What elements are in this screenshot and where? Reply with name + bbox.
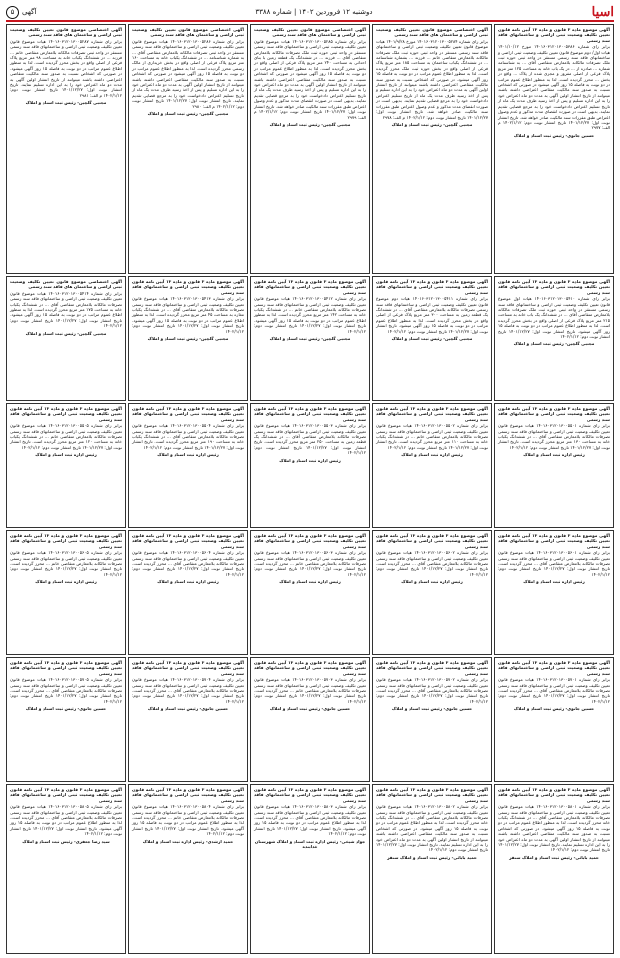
page-header: [6, 4, 614, 22]
notice-signature: سید رضا جعفری- رئیس ثبت اسناد و املاک: [22, 838, 110, 844]
notice-signature: حسین جانوی- رئیس ثبت اسناد و املاک: [391, 706, 473, 712]
legal-notice: [372, 530, 492, 655]
notice-body: برابر رای شماره ۱۴۰۱۶۰۳۱۲۰۱۳۰۰۵۵۰۳ هیات موضوع قانون تعیین تکلیف وضعیت ثبتی اراضی و ساختمانهای فاقد سند رسمی تصرفات مالکانه بلامعارض متقاضی آقای ... در ششدانگ یک قطعه زمین به مساحت ۲۵۰ متر مربع محرز گردیده است. تاریخ انتشار نوبت اول: ۱۴۰۱/۱۲/۲۷ تاریخ انتشار نوبت دوم: ۱۴۰۲/۱/۱۲: [254, 423, 366, 456]
issue-info: دوشنبه ۱۲ فروردین ۱۴۰۲ | شماره ۳۳۸۸: [255, 8, 373, 16]
notice-signature: حسین جانوی- رئیس ثبت اسناد و املاک: [513, 706, 595, 712]
legal-notice: [6, 276, 126, 401]
notice-title: آگهی موضوع ماده ۳ قانون و ماده ۱۳ آیین نامه قانون تعیین تکلیف وضعیت ثبتی اراضی و ساختمانهای فاقد سند رسمی: [132, 660, 244, 676]
notice-body: برابر رای شماره ۱۴۰۱۶۰۳۱۲۰۱۳۰۰۵۷۰۴ هیات موضوع قانون تعیین تکلیف وضعیت ثبتی اراضی و ساختمانهای فاقد سند رسمی تصرفات مالکانه بلامعارض متقاضی آقای ... محرز گردیده است. تاریخ انتشار نوبت اول: ۱۴۰۱/۱۲/۲۷ تاریخ انتشار نوبت دوم: ۱۴۰۲/۱/۱۲: [132, 677, 245, 704]
legal-notice: [128, 784, 248, 954]
notice-title: آگهی موضوع ماده ۳ قانون و ماده ۱۳ آیین نامه قانون تعیین تکلیف وضعیت ثبتی اراضی و ساختمانهای فاقد سند رسمی: [498, 660, 610, 676]
notice-body: برابر رای شماره ۱۴۰۱۶۰۳۱۲۰۱۳۰۰۵۴۱۲ هیات موضوع قانون تعیین تکلیف وضعیت ثبتی اراضی و ساختمانهای فاقد سند رسمی تصرفات مالکانه بلامعارض متقاضی خانم ... در ششدانگ یکباب خانه به مساحت ۱۴۲ متر مربع محرز گردیده است. لذا به منظور اطلاع عموم مراتب در دو نوبت به فاصله ۱۵ روز آگهی میشود. تاریخ انتشار نوبت اول: ۱۴۰۱/۱۲/۲۷ تاریخ انتشار نوبت دوم: ۱۴۰۲/۱/۱۲: [254, 296, 367, 334]
legal-notice: [128, 276, 248, 401]
legal-notice: [128, 657, 248, 782]
ads-grid: [6, 24, 614, 958]
notice-body: برابر رای شماره ۱۴۰۱۶۰۳۱۲۰۱۳۰۰۵۵۰۴ هیات موضوع قانون تعیین تکلیف وضعیت ثبتی اراضی و ساختمانهای فاقد سند رسمی تصرفات مالکانه بلامعارض متقاضی آقای ... در ششدانگ یکباب خانه به مساحت ۱۹۰ متر مربع محرز گردیده است. تاریخ انتشار نوبت اول: ۱۴۰۱/۱۲/۲۷ تاریخ انتشار نوبت دوم: ۱۴۰۲/۱/۱۲: [132, 423, 244, 450]
notice-body: برابر رای شماره ۱۴۰۱۶۰۳۱۲۰۱۳۰۰۵۲۸۶ هیات موضوع قانون تعیین تکلیف وضعیت ثبتی اراضی و ساختمانهای فاقد سند رسمی مستقر در واحد ثبتی تصرفات مالکانه بلامعارض متقاضی آقای ... به شماره شناسنامه ... در ششدانگ یکباب خانه به مساحت ۱۶۰ متر مربع پلاک فرعی از اصلی واقع در بخش خریداری از مالک رسمی محرز گردیده است. لذا به منظور اطلاع عموم مراتب در دو نوبت به فاصله ۱۵ روز آگهی میشود در صورتی که اشخاص نسبت به صدور سند مالکیت متقاضی اعتراضی داشته باشند میتوانند از تاریخ انتشار اولین آگهی به مدت دو ماه اعتراض خود را به این اداره تسلیم و پس از اخذ رسید ظرف مدت یک ماه از تاریخ تسلیم اعتراض دادخواست خود را به مرجع قضایی تقدیم نمایند. تاریخ انتشار نوبت اول: ۱۴۰۱/۱۲/۲۷ تاریخ انتشار نوبت دوم: ۱۴۰۲/۱/۱۲ م الف: ۲۹۸۰: [132, 38, 244, 109]
notice-signature: مجتبی گلچین- رئیس ثبت اسناد و املاک: [269, 336, 351, 342]
legal-notice: [128, 403, 248, 528]
notice-title: آگهی موضوع ماده ۳ قانون و ماده ۱۳ آیین نامه قانون تعیین تکلیف وضعیت ثبتی اراضی و ساختمانهای فاقد سند رسمی: [498, 533, 610, 549]
notice-signature: مجتبی گلچین- رئیس ثبت اسناد و املاک: [269, 121, 351, 127]
notice-signature: مجتبی گلچین- رئیس ثبت اسناد و املاک: [25, 330, 107, 336]
notice-signature: رئیس اداره ثبت اسناد و املاک: [401, 452, 463, 458]
page-number-block: [6, 6, 36, 19]
notice-title: آگهی موضوع ماده ۳ قانون و ماده ۱۳ آیین نامه قانون تعیین تکلیف وضعیت ثبتی اراضی و ساختمانهای فاقد سند رسمی: [254, 406, 366, 422]
notice-title: آگهی موضوع ماده ۳ قانون و ماده ۱۳ آیین نامه قانون تعیین تکلیف وضعیت ثبتی اراضی و ساختمانهای فاقد سند رسمی: [376, 406, 488, 422]
legal-notice: [372, 784, 492, 954]
notice-title: آگهی موضوع ماده ۳ قانون و ماده ۱۳ آیین نامه قانون تعیین تکلیف وضعیت ثبتی اراضی و ساختمانهای فاقد سند رسمی: [254, 533, 366, 549]
legal-notice: [250, 530, 370, 655]
notice-title: آگهی موضوع ماده ۳ قانون و ماده ۱۳ آیین نامه قانون تعیین تکلیف وضعیت ثبتی اراضی و ساختمانهای فاقد سند رسمی: [254, 787, 366, 803]
notice-body: برابر رای شماره ۱۴۰۱۶۰۳۱۲۰۱۳۰۰۵۷۰۱ هیات موضوع قانون تعیین تکلیف وضعیت ثبتی اراضی و ساختمانهای فاقد سند رسمی تصرفات مالکانه بلامعارض متقاضی آقای ... محرز گردیده است. تاریخ انتشار نوبت اول: ۱۴۰۱/۱۲/۲۷ تاریخ انتشار نوبت دوم: ۱۴۰۲/۱/۱۲: [498, 677, 611, 704]
notice-title: آگهی موضوع ماده ۳ قانون و ماده ۱۳ آیین نامه قانون تعیین تکلیف وضعیت ثبتی اراضی و ساختمانهای فاقد سند رسمی: [376, 533, 488, 549]
legal-notice: [372, 657, 492, 782]
notice-signature: رئیس اداره ثبت اسناد و املاک: [523, 579, 585, 585]
notice-body: برابر رای شماره ۱۴۰۱۶۰۳۱۲۰۱۳۰۰۵۶۰۲ هیات موضوع قانون تعیین تکلیف وضعیت ثبتی اراضی و ساختمانهای فاقد سند رسمی تصرفات مالکانه بلامعارض متقاضی آقای ... محرز گردیده است. تاریخ انتشار نوبت اول: ۱۴۰۱/۱۲/۲۷ تاریخ انتشار نوبت دوم: ۱۴۰۲/۱/۱۲: [376, 550, 489, 577]
notice-title: آگهی موضوع ماده ۳ قانون و ماده ۱۳ آیین نامه قانون تعیین تکلیف وضعیت ثبتی اراضی و ساختمانهای فاقد سند رسمی: [376, 787, 488, 803]
notice-signature: حمید ارشدی- رئیس اداره ثبت اسناد و املاک: [142, 838, 234, 844]
notice-body: برابر رای شماره ۱۴۰۱۶۰۳۱۲۰۱۳۰۰۵۲۸۵ هیات موضوع قانون تعیین تکلیف وضعیت ثبتی اراضی و ساختمانهای فاقد سند رسمی مستقر در واحد ثبتی حوزه ثبت ملک تصرفات مالکانه بلامعارض متقاضی آقای ... فرزند ... در ششدانگ یک قطعه زمین با بنای احداثی به مساحت ۲۴۰ متر مربع پلاک فرعی از اصلی واقع در بخش محرز گردیده است. لذا به منظور اطلاع عموم مراتب در دو نوبت به فاصله ۱۵ روز آگهی میشود در صورتی که اشخاص نسبت به صدور سند مالکیت متقاضی اعتراضی داشته باشند میتوانند از تاریخ انتشار اولین آگهی به مدت دو ماه اعتراض خود را به این اداره تسلیم و پس از اخذ رسید ظرف مدت یک ماه از تاریخ تسلیم اعتراض دادخواست خود را به مرجع قضایی تقدیم نمایند. بدیهی است در صورت انقضای مدت مذکور و عدم وصول اعتراض طبق مقررات سند مالکیت صادر خواهد شد. تاریخ انتشار نوبت اول: ۱۴۰۱/۱۲/۲۷ تاریخ انتشار نوبت دوم: ۱۴۰۲/۱/۱۲ م الف: ۲۹۷۹: [254, 38, 366, 120]
notice-signature: رئیس اداره ثبت اسناد و املاک: [279, 579, 341, 585]
notice-signature: حمید بابائی- رئیس ثبت اسناد و املاک سنقر: [509, 854, 599, 860]
legal-notice: [6, 784, 126, 954]
notice-body: برابر رای شماره ۱۴۰۱۶۰۳۱۲۰۱۳۰۰۵۶۰۵ هیات موضوع قانون تعیین تکلیف وضعیت ثبتی اراضی و ساختمانهای فاقد سند رسمی تصرفات مالکانه بلامعارض متقاضی خانم ... محرز گردیده است. تاریخ انتشار نوبت اول: ۱۴۰۱/۱۲/۲۷ تاریخ انتشار نوبت دوم: ۱۴۰۲/۱/۱۲: [10, 550, 123, 577]
legal-notice: [6, 24, 126, 274]
notice-title: آگهی موضوع ماده ۳ قانون و ماده ۱۳ آیین نامه قانون تعیین تکلیف وضعیت ثبتی اراضی و ساختمانهای فاقد سند رسمی: [254, 279, 366, 295]
notice-signature: جواد شیخی- رئیس اداره ثبت اسناد و املاک شهرستان خدابنده: [254, 838, 366, 850]
legal-notice: [494, 784, 614, 954]
notice-body: برابر رای شماره ۱۴۰۱۶۰۳۱۲۰۱۳۰۰۵۷۰۵ هیات موضوع قانون تعیین تکلیف وضعیت ثبتی اراضی و ساختمانهای فاقد سند رسمی تصرفات مالکانه بلامعارض متقاضی آقای ... محرز گردیده است. تاریخ انتشار نوبت اول: ۱۴۰۱/۱۲/۲۷ تاریخ انتشار نوبت دوم: ۱۴۰۲/۱/۱۲: [10, 677, 123, 704]
notice-signature: حمید بابائی- رئیس ثبت اسناد و املاک سنقر: [387, 854, 477, 860]
legal-notice: [372, 276, 492, 401]
legal-notice: [250, 24, 370, 274]
notice-body: برابر رای شماره ۱۴۰۱۶۰۳۱۲۰۱۳۰۰۵۸۰۴ هیات موضوع قانون تعیین تکلیف وضعیت ثبتی اراضی و ساختمانهای فاقد سند رسمی تصرفات مالکانه بلامعارض متقاضی خانم ... محرز گردیده است. لذا به منظور اطلاع عموم مراتب در دو نوبت به فاصله ۱۵ روز آگهی میشود. تاریخ انتشار نوبت اول: ۱۴۰۱/۱۲/۲۷ تاریخ انتشار نوبت دوم: ۱۴۰۲/۱/۱۲: [132, 804, 244, 837]
notice-signature: رئیس اداره ثبت اسناد و املاک: [157, 579, 219, 585]
notice-body: برابر رای شماره ۱۴۰۱۶۰۳۱۲۰۱۳۰۰۵۸۰۳ هیات موضوع قانون تعیین تکلیف وضعیت ثبتی اراضی و ساختمانهای فاقد سند رسمی تصرفات مالکانه بلامعارض متقاضی آقای ... محرز گردیده است. لذا به منظور اطلاع عموم مراتب در دو نوبت به فاصله ۱۵ روز آگهی میشود. تاریخ انتشار نوبت اول: ۱۴۰۱/۱۲/۲۷ تاریخ انتشار نوبت دوم: ۱۴۰۲/۱/۱۲: [254, 804, 366, 837]
notice-title: آگهی موضوع ماده ۳ قانون و ماده ۱۳ آیین نامه قانون تعیین تکلیف وضعیت ثبتی اراضی و ساختمانهای فاقد سند رسمی: [498, 279, 610, 295]
newspaper-logo: اسیا: [591, 4, 614, 20]
notice-title: آگهی موضوع ماده ۳ قانون و ماده ۱۳ آیین نامه قانون تعیین تکلیف وضعیت ثبتی اراضی و ساختمانهای فاقد سند رسمی: [132, 787, 244, 803]
notice-signature: مجتبی گلچین- رئیس ثبت اسناد و املاک: [391, 121, 473, 127]
notice-signature: مجتبی گلچین- رئیس ثبت اسناد و املاک: [25, 100, 107, 106]
notice-signature: حسین جانوی- رئیس ثبت اسناد و املاک: [147, 706, 229, 712]
notice-title: آگهی موضوع ماده ۳ قانون و ماده ۱۳ آیین نامه قانون تعیین تکلیف وضعیت ثبتی اراضی و ساختمانهای فاقد سند رسمی: [10, 660, 122, 676]
notice-body: برابر رای شماره ۱۴۰۱۶۰۳۱۲۰۱۳۰۰۵۶۰۴ هیات موضوع قانون تعیین تکلیف وضعیت ثبتی اراضی و ساختمانهای فاقد سند رسمی تصرفات مالکانه بلامعارض متقاضی آقای ... محرز گردیده است. تاریخ انتشار نوبت اول: ۱۴۰۱/۱۲/۲۷ تاریخ انتشار نوبت دوم: ۱۴۰۲/۱/۱۲: [132, 550, 245, 577]
notice-body: برابر رای شماره ۱۴۰۱۶۰۳۱۲۰۱۳۰۰۵۲۸۷ هیات موضوع قانون تعیین تکلیف وضعیت ثبتی اراضی و ساختمانهای فاقد سند رسمی مستقر در واحد ثبتی تصرفات مالکانه بلامعارض متقاضی خانم ... فرزند ... در ششدانگ یکباب خانه به مساحت ۹۸ متر مربع پلاک فرعی از اصلی واقع در بخش محرز گردیده است. لذا به منظور اطلاع عموم مراتب در دو نوبت به فاصله ۱۵ روز آگهی میشود. در صورتی که اشخاص نسبت به صدور سند مالکیت متقاضی اعتراضی داشته باشند میتوانند از تاریخ انتشار اولین آگهی به مدت دو ماه اعتراض خود را به این اداره تسلیم نمایند. تاریخ انتشار نوبت اول: ۱۴۰۱/۱۲/۲۷ تاریخ انتشار نوبت دوم: ۱۴۰۲/۱/۱۲ م الف: ۲۹۸۱: [10, 38, 122, 98]
notice-title: آگهی موضوع ماده ۳ قانون و ماده ۱۳ آیین نامه قانون تعیین تکلیف وضعیت ثبتی اراضی و ساختمانهای فاقد سند رسمی: [376, 660, 488, 676]
notice-title: آگهی موضوع ماده ۳ قانون و ماده ۱۳ آیین نامه قانون تعیین تکلیف وضعیت ثبتی اراضی و ساختمانهای فاقد سند رسمی: [376, 279, 488, 295]
notice-signature: رئیس اداره ثبت اسناد و املاک: [157, 452, 219, 458]
legal-notice: [250, 403, 370, 528]
notice-body: برابر رای شماره ۱۴۰۱۶۰۳۱۲۰۱۳۰۰۵۴۱۳ هیات موضوع قانون تعیین تکلیف وضعیت ثبتی اراضی و ساختمانهای فاقد سند رسمی تصرفات مالکانه بلامعارض متقاضی آقای ... در ششدانگ یکباب مغازه به مساحت ۴۵ متر مربع محرز گردیده است. لذا به منظور اطلاع عموم مراتب در دو نوبت به فاصله ۱۵ روز آگهی میشود. تاریخ انتشار نوبت اول: ۱۴۰۱/۱۲/۲۷ تاریخ انتشار نوبت دوم: ۱۴۰۲/۱/۱۲: [132, 296, 245, 334]
notice-signature: رئیس اداره ثبت اسناد و املاک: [279, 457, 341, 463]
notice-body: برابر رای شماره ۱۴۰۱۶۰۳۱۲۰۱۳۰۰۵۲۸۴ مورخ ۱۴۰۱/۹/۲۸ هیات موضوع قانون تعیین تکلیف وضعیت ثبتی اراضی و ساختمانهای فاقد سند رسمی مستقر در واحد ثبتی حوزه ثبت ملک تصرفات مالکانه بلامعارض متقاضی خانم ... فرزند ... بشماره شناسنامه ... در ششدانگ یکباب ساختمان به مساحت ۱۸۵ متر مربع پلاک فرعی از اصلی واقع در بخش حوزه ثبت ملک محرز گردیده است. لذا به منظور اطلاع عموم مراتب در دو نوبت به فاصله ۱۵ روز آگهی میشود. در صورتی که اشخاص نسبت به صدور سند مالکیت متقاضی اعتراضی داشته باشند میتوانند از تاریخ انتشار اولین آگهی به مدت دو ماه اعتراض خود را به این اداره تسلیم و پس از اخذ رسید ظرف مدت یک ماه از تاریخ تسلیم اعتراض دادخواست خود را به مرجع قضایی تقدیم نمایند. بدیهی است در صورت انقضای مدت مذکور و عدم وصول اعتراض طبق مقررات سند مالکیت صادر خواهد شد. تاریخ انتشار نوبت اول: ۱۴۰۱/۱۲/۲۷ تاریخ انتشار نوبت دوم: ۱۴۰۲/۱/۱۲ م الف: ۲۹۷۸: [376, 38, 489, 120]
notice-body: برابر رای شماره ۱۴۰۱۶۰۳۱۲۰۱۳۰۰۵۷۰۲ هیات موضوع قانون تعیین تکلیف وضعیت ثبتی اراضی و ساختمانهای فاقد سند رسمی تصرفات مالکانه بلامعارض متقاضی آقای ... محرز گردیده است. تاریخ انتشار نوبت اول: ۱۴۰۱/۱۲/۲۷ تاریخ انتشار نوبت دوم: ۱۴۰۲/۱/۱۲: [376, 677, 489, 704]
notice-signature: حسین جانوی- رئیس ثبت اسناد و املاک: [25, 706, 107, 712]
notice-signature: رئیس اداره ثبت اسناد و املاک: [401, 579, 463, 585]
legal-notice: [6, 657, 126, 782]
legal-notice: [128, 24, 248, 274]
notice-body: برابر رای شماره ۱۴۰۱۶۰۳۱۲۰۱۳۰۰۵۷۰۳ هیات موضوع قانون تعیین تکلیف وضعیت ثبتی اراضی و ساختمانهای فاقد سند رسمی تصرفات مالکانه بلامعارض متقاضی خانم ... محرز گردیده است. تاریخ انتشار نوبت اول: ۱۴۰۱/۱۲/۲۷ تاریخ انتشار نوبت دوم: ۱۴۰۲/۱/۱۲: [254, 677, 367, 704]
notice-title: آگهی موضوع ماده ۳ قانون و ماده ۱۳ آیین نامه قانون تعیین تکلیف وضعیت ثبتی اراضی و ساختمانهای فاقد سند رسمی: [498, 406, 610, 422]
notice-title: آگهی موضوع ماده ۳ قانون و ماده ۱۳ آیین نامه قانون تعیین تکلیف وضعیت ثبتی اراضی و ساختمانهای فاقد سند رسمی: [10, 787, 122, 803]
notice-signature: مجتبی گلچین- رئیس ثبت اسناد و املاک: [391, 336, 473, 342]
notice-body: برابر رای شماره ۱۴۰۱۶۰۳۱۲۰۱۳۰۰۵۴۱۱ هیات دوم موضوع قانون تعیین تکلیف وضعیت ثبتی اراضی و ساختمانهای فاقد سند رسمی تصرفات مالکانه بلامعارض متقاضی آقای ... در ششدانگ یک قطعه زمین به مساحت ۳۰۰ متر مربع پلاک فرعی از اصلی واقع در بخش محرز گردیده است. لذا به منظور اطلاع عموم مراتب در دو نوبت به فاصله ۱۵ روز آگهی میشود. تاریخ انتشار نوبت اول: ۱۴۰۱/۱۲/۲۷ تاریخ انتشار نوبت دوم: ۱۴۰۲/۱/۱۲: [376, 296, 488, 334]
notice-title: آگهی اختصاصی موضوع قانون تعیین تکلیف وضعیت ثبتی اراضی و ساختمان های فاقد سند رسمی: [10, 279, 122, 290]
legal-notice: [494, 276, 614, 401]
notice-title: آگهی موضوع ماده ۳ قانون و ماده ۱۳ آیین نامه قانون تعیین تکلیف وضعیت ثبتی اراضی و ساختمانهای فاقد سند رسمی: [132, 406, 244, 422]
notice-title: آگهی اختصاصی موضوع قانون تعیین تکلیف وضعیت ثبتی اراضی و ساختمان های فاقد سند رسمی: [132, 27, 244, 38]
notice-body: برابر رای شماره ۱۴۰۱۶۰۳۱۲۰۱۳۰۰۵۸۰۱ هیات موضوع قانون تعیین تکلیف وضعیت ثبتی اراضی و ساختمانهای فاقد سند رسمی تصرفات مالکانه بلامعارض متقاضی آقای ... در ششدانگ یکباب خانه محرز گردیده است. لذا به منظور اطلاع عموم مراتب در دو نوبت به فاصله ۱۵ روز آگهی میشود. در صورتی که اشخاص نسبت به صدور سند مالکیت متقاضی اعتراضی داشته باشند میتوانند از تاریخ انتشار اولین آگهی به مدت دو ماه اعتراض خود را به این اداره تسلیم نمایند. تاریخ انتشار نوبت اول: ۱۴۰۱/۱۲/۲۷ تاریخ انتشار نوبت دوم: ۱۴۰۲/۱/۱۲: [498, 804, 610, 853]
legal-notice: [250, 657, 370, 782]
notice-title: آگهی اختصاصی موضوع قانون تعیین تکلیف وضعیت ثبتی اراضی و ساختمان های فاقد سند رسمی: [376, 27, 488, 38]
legal-notice: [494, 24, 614, 274]
notice-signature: مجتبی گلچین- رئیس ثبت اسناد و املاک: [147, 111, 229, 117]
notice-signature: رئیس اداره ثبت اسناد و املاک: [35, 452, 97, 458]
legal-notice: [494, 530, 614, 655]
notice-title: آگهی اختصاصی موضوع قانون تعیین تکلیف وضعیت ثبتی اراضی و ساختمان های فاقد سند رسمی: [10, 27, 122, 38]
notice-body: برابر رای شماره ۱۴۰۱۶۰۳۱۲۰۱۳۰۰۵۵۰۱ هیات موضوع قانون تعیین تکلیف وضعیت ثبتی اراضی و ساختمانهای فاقد سند رسمی تصرفات مالکانه بلامعارض متقاضی آقای ... در ششدانگ یکباب خانه به مساحت ۱۳۰ متر مربع محرز گردیده است. تاریخ انتشار نوبت اول: ۱۴۰۱/۱۲/۲۷ تاریخ انتشار نوبت دوم: ۱۴۰۲/۱/۱۲: [498, 423, 610, 450]
notice-signature: مجتبی گلچین- رئیس ثبت اسناد و املاک: [147, 336, 229, 342]
notice-title: آگهی موضوع ماده ۳ قانون و ماده ۱۳ آیین نامه قانون تعیین تکلیف وضعیت ثبتی اراضی و ساختمانهای فاقد سند رسمی: [10, 533, 122, 549]
notice-title: آگهی موضوع ماده ۳ قانون و ماده ۱۳ آیین نامه قانون تعیین تکلیف وضعیت ثبتی اراضی و ساختمانهای فاقد سند رسمی: [10, 406, 122, 422]
notice-signature: رئیس اداره ثبت اسناد و املاک: [523, 452, 585, 458]
legal-notice: [372, 24, 492, 274]
notice-signature: حسین جانوی- رئیس ثبت اسناد و املاک: [513, 132, 595, 138]
notice-body: برابر رای شماره ۱۴۰۱۶۰۳۱۲۰۱۳۰۰۵۵۰۵ هیات موضوع قانون تعیین تکلیف وضعیت ثبتی اراضی و ساختمانهای فاقد سند رسمی تصرفات مالکانه بلامعارض متقاضی خانم ... در ششدانگ یکباب خانه به مساحت ۱۲۰ متر مربع محرز گردیده است. تاریخ انتشار نوبت اول: ۱۴۰۱/۱۲/۲۷ تاریخ انتشار نوبت دوم: ۱۴۰۲/۱/۱۲: [10, 423, 122, 450]
page-number: ۵: [6, 6, 19, 19]
legal-notice: [6, 403, 126, 528]
notice-signature: حسین جانوی- رئیس ثبت اسناد و املاک: [269, 706, 351, 712]
notice-body: برابر رای شماره ۱۴۰۱۶۰۳۱۲۰۱۳۰۰۵۴۱۰ هیات اول موضوع قانون تعیین تکلیف وضعیت ثبتی اراضی و ساختمانهای فاقد سند رسمی مستقر در واحد ثبتی حوزه ثبت ملک تصرفات مالکانه بلامعارض متقاضی آقای ... در ششدانگ یک باب خانه به مساحت ۲۱۵ متر مربع پلاک فرعی از اصلی واقع در بخش محرز گردیده است. لذا به منظور اطلاع عموم مراتب در دو نوبت به فاصله ۱۵ روز آگهی میشود. تاریخ انتشار نوبت اول: ۱۴۰۱/۱۲/۲۷ تاریخ انتشار نوبت دوم: ۱۴۰۲/۱/۱۲: [498, 296, 610, 340]
notice-body: برابر رای شماره ۱۴۰۱۶۰۳۱۲۰۱۳۰۰۵۶۰۱ هیات موضوع قانون تعیین تکلیف وضعیت ثبتی اراضی و ساختمانهای فاقد سند رسمی تصرفات مالکانه بلامعارض متقاضی آقای ... محرز گردیده است. تاریخ انتشار نوبت اول: ۱۴۰۱/۱۲/۲۷ تاریخ انتشار نوبت دوم: ۱۴۰۲/۱/۱۲: [498, 550, 611, 577]
page-label: آگهی: [22, 8, 37, 16]
notice-signature: رئیس اداره ثبت اسناد و املاک: [35, 579, 97, 585]
notice-body: برابر رای شماره ۱۴۰۱۶۰۳۱۲۰۱۳۰۰۵۶۰۳ هیات موضوع قانون تعیین تکلیف وضعیت ثبتی اراضی و ساختمانهای فاقد سند رسمی تصرفات مالکانه بلامعارض متقاضی خانم ... محرز گردیده است. تاریخ انتشار نوبت اول: ۱۴۰۱/۱۲/۲۷ تاریخ انتشار نوبت دوم: ۱۴۰۲/۱/۱۲: [254, 550, 367, 577]
notice-title: آگهی موضوع ماده ۳ قانون و ماده ۱۳ آیین نامه قانون تعیین تکلیف وضعیت ثبتی اراضی و ساختمانهای فاقد سند رسمی: [132, 533, 244, 549]
notice-body: برابر رای شماره ۱۴۰۱۶۰۳۱۲۰۱۳۰۰۵۳۸۶ مورخ ۱۴۰۱/۱۰/۱۲ هیات اول/ دوم موضوع قانون تعیین تکلیف وضعیت ثبتی اراضی و ساختمانهای فاقد سند رسمی مستقر در واحد ثبتی حوزه ثبت ملک تصرفات مالکانه بلامعارض متقاضی آقای ... به شناسنامه شماره ... صادره از ... در یک باب خانه به مساحت ۱۲۵ متر مربع پلاک فرعی از اصلی مفروز و مجزی شده از پلاک ... واقع در بخش ... محرز گردیده است. لذا به منظور اطلاع عموم مراتب در دو نوبت به فاصله ۱۵ روز آگهی میشود در صورتی که اشخاص نسبت به صدور سند مالکیت متقاضی اعتراضی داشته باشند میتوانند از تاریخ انتشار اولین آگهی به مدت دو ماه اعتراض خود را به این اداره تسلیم و پس از اخذ رسید ظرف مدت یک ماه از تاریخ تسلیم اعتراض دادخواست خود را به مرجع قضایی تقدیم نمایند. بدیهی است در صورت انقضای مدت مذکور و عدم وصول اعتراض طبق مقررات سند مالکیت صادر خواهد شد. تاریخ انتشار نوبت اول: ۱۴۰۱/۱۲/۲۷ تاریخ انتشار نوبت دوم: ۱۴۰۲/۱/۱۲ م الف: ۲۹۷۷: [498, 44, 610, 131]
notice-body: برابر رای شماره ۱۴۰۱۶۰۳۱۲۰۱۳۰۰۵۵۰۲ هیات موضوع قانون تعیین تکلیف وضعیت ثبتی اراضی و ساختمانهای فاقد سند رسمی تصرفات مالکانه بلامعارض متقاضی خانم ... در ششدانگ یکباب خانه به مساحت ۱۱۰ متر مربع محرز گردیده است. تاریخ انتشار نوبت اول: ۱۴۰۱/۱۲/۲۷ تاریخ انتشار نوبت دوم: ۱۴۰۲/۱/۱۲: [376, 423, 488, 450]
notice-signature: مجتبی گلچین- رئیس ثبت اسناد و املاک: [513, 341, 595, 347]
notice-title: آگهی موضوع ماده ۳ قانون و ماده ۱۳ آیین نامه قانون تعیین تکلیف وضعیت ثبتی اراضی و ساختمانهای فاقد سند رسمی: [498, 787, 610, 803]
notice-body: برابر رای شماره ۱۴۰۱۶۰۳۱۲۰۱۳۰۰۵۸۰۲ هیات موضوع قانون تعیین تکلیف وضعیت ثبتی اراضی و ساختمانهای فاقد سند رسمی تصرفات مالکانه بلامعارض متقاضی آقای ... در ششدانگ یکباب خانه محرز گردیده است. لذا به منظور اطلاع عموم مراتب در دو نوبت به فاصله ۱۵ روز آگهی میشود. در صورتی که اشخاص نسبت به صدور سند مالکیت متقاضی اعتراضی داشته باشند میتوانند از تاریخ انتشار اولین آگهی به مدت دو ماه اعتراض خود را به این اداره تسلیم نمایند. تاریخ انتشار نوبت اول: ۱۴۰۱/۱۲/۲۷ تاریخ انتشار نوبت دوم: ۱۴۰۲/۱/۱۲: [376, 804, 488, 853]
notice-title: آگهی موضوع ماده ۳ قانون و ماده ۱۳ آیین نامه قانون تعیین تکلیف وضعیت ثبتی اراضی و ساختمانهای فاقد سند رسمی: [132, 279, 244, 295]
notice-body: برابر رای شماره ۱۴۰۱۶۰۳۱۲۰۱۳۰۰۵۴۱۴ هیات موضوع قانون تعیین تکلیف وضعیت ثبتی اراضی و ساختمانهای فاقد سند رسمی تصرفات مالکانه بلامعارض متقاضی آقای ... در ششدانگ یکباب خانه به مساحت ۱۷۵ متر مربع محرز گردیده است. لذا به منظور اطلاع عموم مراتب در دو نوبت به فاصله ۱۵ روز آگهی میشود. تاریخ انتشار نوبت اول: ۱۴۰۱/۱۲/۲۷ تاریخ انتشار نوبت دوم: ۱۴۰۲/۱/۱۲: [10, 290, 123, 329]
legal-notice: [250, 784, 370, 954]
legal-notice: [128, 530, 248, 655]
legal-notice: [372, 403, 492, 528]
legal-notice: [494, 403, 614, 528]
notice-body: برابر رای شماره ۱۴۰۱۶۰۳۱۲۰۱۳۰۰۵۸۰۵ هیات موضوع قانون تعیین تکلیف وضعیت ثبتی اراضی و ساختمانهای فاقد سند رسمی تصرفات مالکانه بلامعارض متقاضی آقای ... محرز گردیده است. لذا به منظور اطلاع عموم مراتب در دو نوبت به فاصله ۱۵ روز آگهی میشود. تاریخ انتشار نوبت اول: ۱۴۰۱/۱۲/۲۷ تاریخ انتشار نوبت دوم: ۱۴۰۲/۱/۱۲: [10, 804, 122, 837]
legal-notice: [494, 657, 614, 782]
notice-title: آگهی موضوع ماده ۳ قانون و ماده ۱۳ آیین نامه قانون تعیین تکلیف وضعیت ثبتی اراضی و ساختمانهای فاقد سند رسمی: [254, 660, 366, 676]
legal-notice: [250, 276, 370, 401]
legal-notice: [6, 530, 126, 655]
notice-title: آگهی اختصاصی موضوع قانون تعیین تکلیف وضعیت ثبتی اراضی و ساختمان های فاقد سند رسمی: [254, 27, 366, 38]
notice-title: آگهی موضوع ماده ۳ قانون و ماده ۱۳ آیین نامه قانون تعیین تکلیف وضعیت ثبتی اراضی و ساختمانهای فاقد سند رسمی: [498, 27, 610, 43]
